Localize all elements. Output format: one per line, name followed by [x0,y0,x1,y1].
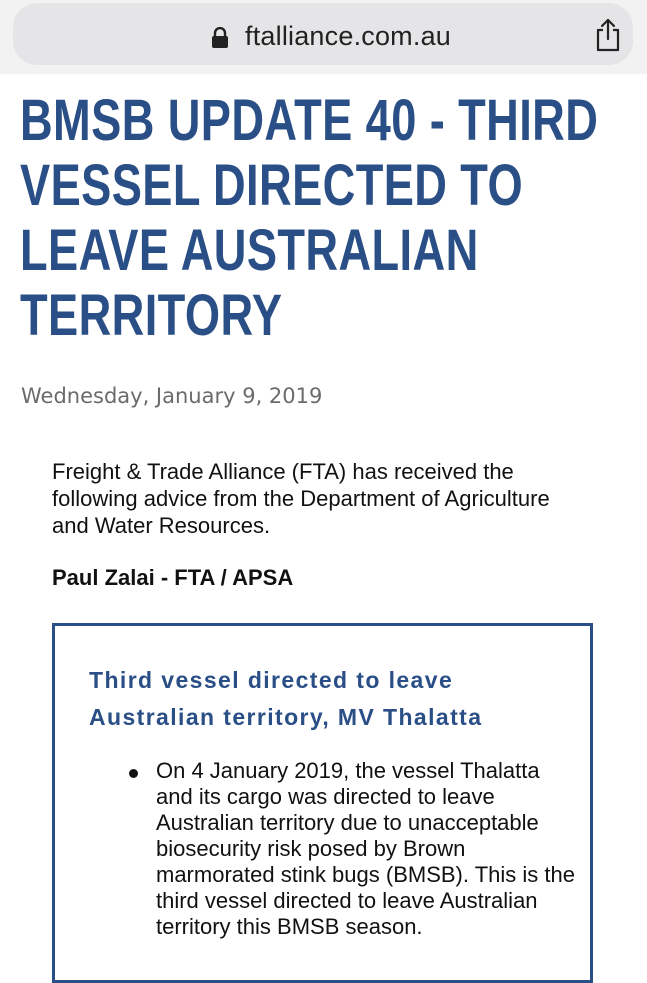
publish-date: Wednesday, January 9, 2019 [21,384,323,408]
article-title: BMSB UPDATE 40 - THIRD VESSEL DIRECTED TO LEAVE AUSTRALIAN TERRITORY [20,88,599,348]
share-icon[interactable] [593,17,623,53]
author-line: Paul Zalai - FTA / APSA [52,565,294,590]
url-text: ftalliance.com.au [245,21,452,51]
address-bar[interactable] [13,3,633,65]
intro-paragraph: Freight & Trade Alliance (FTA) has received the following advice from the Department of Agriculture and Water Resources. [52,459,550,538]
bullet-icon [129,769,138,778]
lock-icon [211,27,229,49]
notice-bullet: On 4 January 2019, the vessel Thalatta and its cargo was directed to leave Australian territory due to unacceptable biosecurity risk posed by Brown marmorated stink bugs (BMSB). This is the third vessel directed to leave Australian territory this BMSB season. [156,758,575,939]
notice-box [52,623,593,983]
notice-title: Third vessel directed to leave Australian territory, MV Thalatta [89,667,483,730]
browser-toolbar [0,0,647,74]
